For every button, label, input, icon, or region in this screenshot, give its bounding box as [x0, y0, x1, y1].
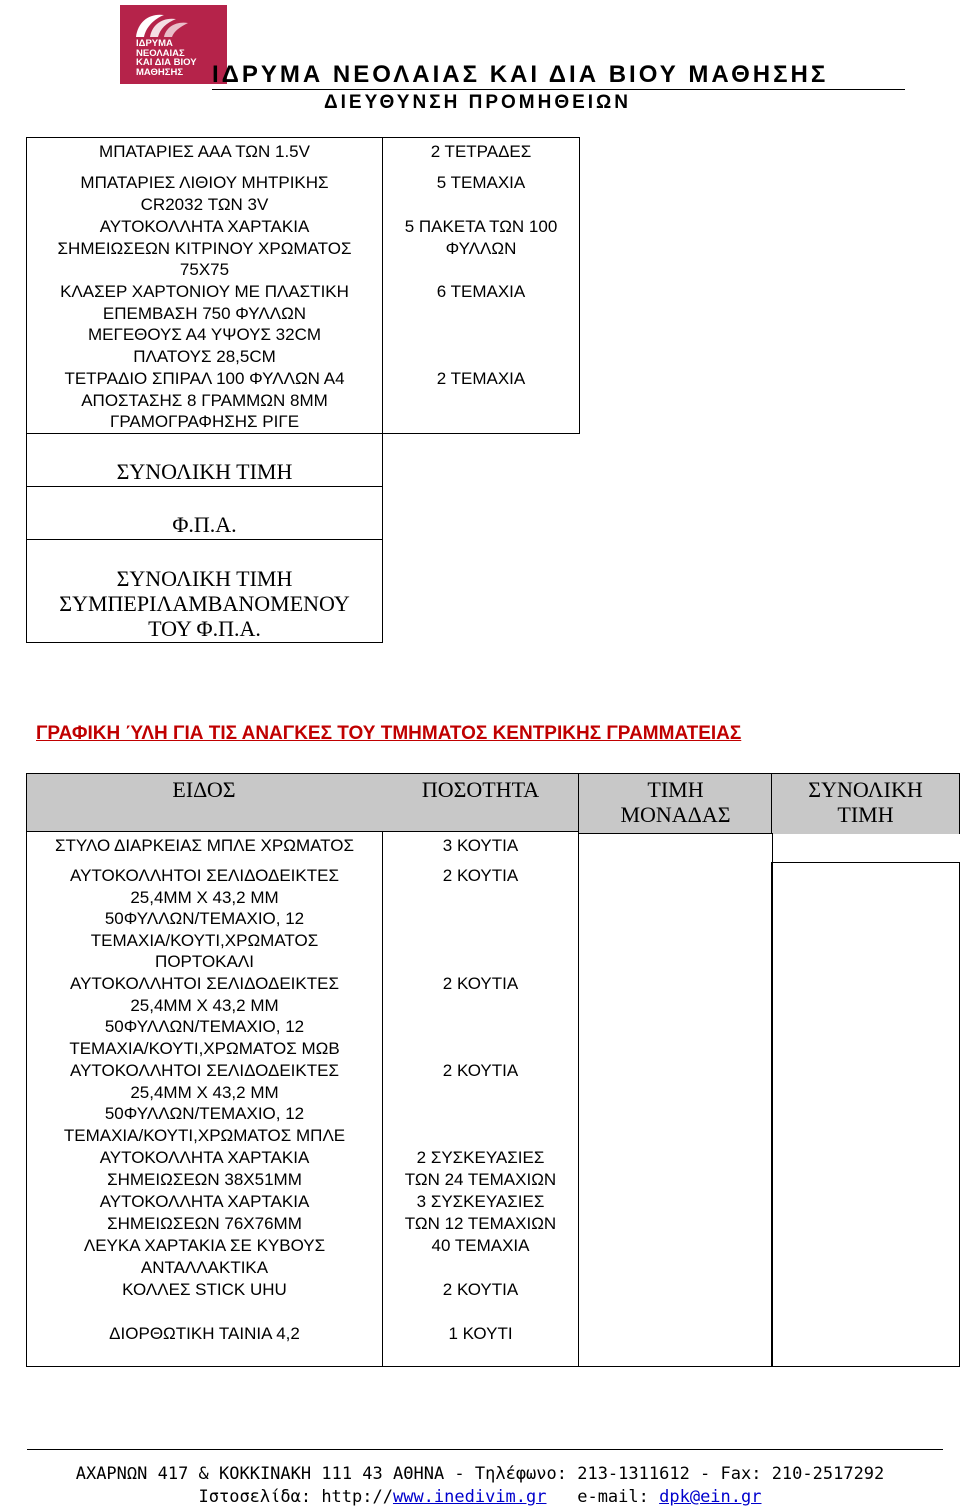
item-description — [26, 973, 383, 1059]
organization-title: ΙΔΡΥΜΑ ΝΕΟΛΑΙΑΣ ΚΑΙ ΔΙΑ ΒΙΟΥ ΜΑΘΗΣΗΣ — [212, 61, 829, 88]
item-description — [26, 172, 383, 215]
logo-text-line: ΙΔΡΥΜΑ — [136, 38, 173, 49]
header-total-price — [771, 777, 960, 827]
header-unit-price-line: ΜΟΝΑΔΑΣ — [620, 802, 731, 827]
item-description-line: ΣΤΥΛΟ ΔΙΑΡΚΕΙΑΣ ΜΠΛΕ ΧΡΩΜΑΤΟΣ — [55, 836, 354, 855]
header-quantity: ΠΟΣΟΤΗΤΑ — [421, 777, 540, 802]
item-quantity — [382, 1191, 579, 1234]
table2-total-column — [771, 862, 960, 1367]
item-description-line: 25,4ΜΜ Χ 43,2 ΜΜ — [130, 887, 279, 907]
header-total-price-line: ΤΙΜΗ — [837, 802, 894, 827]
item-quantity-line: 6 ΤΕΜΑΧΙΑ — [436, 282, 526, 301]
item-description-line: ΑΥΤΟΚΟΛΛΗΤΟΙ ΣΕΛΙΔΟΔΕΙΚΤΕΣ — [70, 866, 339, 885]
item-description-line: ΑΥΤΟΚΟΛΛΗΤΟΙ ΣΕΛΙΔΟΔΕΙΚΤΕΣ — [70, 974, 339, 993]
total-with-vat-label — [26, 566, 383, 641]
vat-label: Φ.Π.Α. — [172, 512, 237, 537]
header-divider — [212, 89, 905, 90]
department-title: ΔΙΕΥΘΥΝΣΗ ΠΡΟΜΗΘΕΙΩΝ — [324, 92, 632, 113]
item-description-line: CR2032 ΤΩΝ 3V — [140, 194, 269, 214]
item-description-line: ΜΠΑΤΑΡΙΕΣ ΑΑΑ ΤΩΝ 1.5V — [99, 142, 310, 161]
item-description-line: ΑΥΤΟΚΟΛΛΗΤΑ ΧΑΡΤΑΚΙΑ — [99, 217, 310, 236]
footer-contact — [0, 1487, 960, 1507]
item-description-line: ΤΕΜΑΧΙΑ/ΚΟΥΤΙ,ΧΡΩΜΑΤΟΣ — [90, 930, 319, 950]
item-description — [26, 865, 383, 973]
header-item: ΕΙΔΟΣ — [172, 777, 236, 802]
item-quantity — [382, 865, 579, 887]
item-description — [26, 1235, 383, 1278]
item-description-line: ΑΥΤΟΚΟΛΛΗΤΑ ΧΑΡΤΑΚΙΑ — [99, 1148, 310, 1167]
logo-text-line: ΜΑΘΗΣΗΣ — [136, 66, 184, 78]
item-quantity — [382, 281, 580, 303]
item-quantity-line: 3 ΣΥΣΚΕΥΑΣΙΕΣ — [416, 1192, 545, 1211]
item-description-line: ΑΥΤΟΚΟΛΛΗΤΟΙ ΣΕΛΙΔΟΔΕΙΚΤΕΣ — [70, 1061, 339, 1080]
section-title: ΓΡΑΦΙΚΗ ΎΛΗ ΓΙΑ ΤΙΣ ΑΝΑΓΚΕΣ ΤΟΥ ΤΜΗΜΑΤΟΣ ΚΕΝΤΡΙΚΗΣ ΓΡΑΜΜΑΤΕΙΑΣ — [36, 723, 742, 744]
item-quantity-line: 1 ΚΟΥΤΙ — [448, 1324, 513, 1343]
item-quantity-line: 2 ΤΕΤΡΑΔΕΣ — [430, 142, 532, 161]
item-description-line: ΓΡΑΜΟΓΡΑΦΗΣΗΣ ΡΙΓΕ — [109, 412, 300, 432]
total-with-vat-line: ΣΥΜΠΕΡΙΛΑΜΒΑΝΟΜΕΝΟΥ — [59, 591, 350, 616]
item-description-line: 25,4ΜΜ Χ 43,2 ΜΜ — [130, 995, 279, 1015]
item-quantity-line: ΤΩΝ 24 ΤΕΜΑΧΙΩΝ — [404, 1169, 557, 1189]
item-description-line: ΑΥΤΟΚΟΛΛΗΤΑ ΧΑΡΤΑΚΙΑ — [99, 1192, 310, 1211]
item-quantity-line: 3 ΚΟΥΤΙΑ — [442, 836, 519, 855]
footer-divider — [27, 1449, 943, 1450]
item-description-line: ΕΠΕΜΒΑΣΗ 750 ΦΥΛΛΩΝ — [102, 303, 307, 323]
item-description-line: 50ΦΥΛΛΩΝ/ΤΕΜΑΧΙΟ, 12 — [104, 1017, 305, 1037]
item-quantity-line: 5 ΠΑΚΕΤΑ ΤΩΝ 100 — [404, 217, 558, 236]
logo-text-line: ΚΑΙ ΔΙΑ ΒΙΟΥ — [136, 57, 197, 68]
item-quantity-line: ΤΩΝ 12 ΤΕΜΑΧΙΩΝ — [404, 1213, 557, 1233]
item-quantity-line: 2 ΣΥΣΚΕΥΑΣΙΕΣ — [416, 1148, 545, 1167]
total-price-label: ΣΥΝΟΛΙΚΗ ΤΙΜΗ — [116, 459, 293, 484]
item-description-line: ΚΛΑΣΕΡ ΧΑΡΤΟΝΙΟΥ ΜΕ ΠΛΑΣΤΙΚΗ — [60, 282, 349, 301]
logo-text-line: ΝΕΟΛΑΙΑΣ — [136, 47, 185, 59]
item-quantity — [382, 141, 580, 163]
item-description — [26, 281, 383, 367]
item-description-line: ΔΙΟΡΘΩΤΙΚΗ ΤΑΙΝΙΑ 4,2 — [109, 1324, 300, 1343]
table2-unit-price-column — [578, 833, 773, 1367]
item-description-line: ΜΕΓΕΘΟΥΣ Α4 ΥΨΟΥΣ 32CM — [87, 325, 322, 345]
item-quantity-line: 2 ΚΟΥΤΙΑ — [442, 1280, 519, 1299]
item-quantity — [382, 1279, 579, 1301]
item-description — [26, 368, 383, 433]
item-description-line: ΚΟΛΛΕΣ STICK UHU — [122, 1280, 287, 1299]
item-description-line: ΤΕΤΡΑΔΙΟ ΣΠΙΡΑΛ 100 ΦΥΛΛΩΝ Α4 — [64, 369, 345, 388]
item-quantity-line: 2 ΚΟΥΤΙΑ — [442, 974, 519, 993]
item-quantity-line: ΦΥΛΛΩΝ — [445, 238, 517, 258]
item-description-line: ΤΕΜΑΧΙΑ/ΚΟΥΤΙ,ΧΡΩΜΑΤΟΣ ΜΠΛΕ — [63, 1125, 346, 1145]
organization-logo — [120, 5, 227, 84]
header-total-price-line: ΣΥΝΟΛΙΚΗ — [808, 777, 923, 802]
item-description — [26, 1191, 383, 1234]
item-description-line: ΜΠΑΤΑΡΙΕΣ ΛΙΘΙΟΥ ΜΗΤΡΙΚΗΣ — [80, 173, 329, 192]
header-unit-price — [578, 777, 773, 827]
item-description-line: ΠΟΡΤΟΚΑΛΙ — [155, 952, 254, 972]
item-description-line: 50ΦΥΛΛΩΝ/ΤΕΜΑΧΙΟ, 12 — [104, 909, 305, 929]
item-description — [26, 141, 383, 163]
item-description-line: 75Χ75 — [179, 260, 230, 280]
logo-mark-icon — [132, 11, 192, 39]
website-link[interactable]: www.inedivim.gr — [392, 1487, 547, 1507]
item-description — [26, 1147, 383, 1190]
item-description-line: 50ΦΥΛΛΩΝ/ΤΕΜΑΧΙΟ, 12 — [104, 1104, 305, 1124]
item-quantity — [382, 368, 580, 390]
item-description — [26, 1060, 383, 1146]
item-quantity-line: 2 ΚΟΥΤΙΑ — [442, 1061, 519, 1080]
total-with-vat-line: ΣΥΝΟΛΙΚΗ ΤΙΜΗ — [116, 566, 293, 591]
item-quantity — [382, 973, 579, 995]
item-description — [26, 835, 383, 857]
email-link[interactable]: dpk@ein.gr — [659, 1487, 762, 1507]
item-description — [26, 1323, 383, 1345]
item-quantity-line: 2 ΤΕΜΑΧΙΑ — [436, 369, 526, 388]
item-quantity — [382, 1323, 579, 1345]
item-description-line: ΣΗΜΕΙΩΣΕΩΝ ΚΙΤΡΙΝΟΥ ΧΡΩΜΑΤΟΣ — [57, 238, 352, 258]
item-quantity — [382, 216, 580, 259]
footer-address: ΑΧΑΡΝΩΝ 417 & ΚΟΚΚΙΝΑΚΗ 111 43 ΑΘΗΝΑ - Τηλέφωνο: 213-1311612 - Fax: 210-2517292 — [75, 1464, 885, 1484]
item-quantity — [382, 1147, 579, 1190]
item-description — [26, 1279, 383, 1301]
item-description-line: ΠΛΑΤΟΥΣ 28,5CM — [133, 346, 276, 366]
total-with-vat-line: ΤΟΥ Φ.Π.Α. — [148, 616, 261, 641]
item-description-line: ΣΗΜΕΙΩΣΕΩΝ 38Χ51ΜΜ — [107, 1169, 302, 1189]
header-unit-price-line: ΤΙΜΗ — [647, 777, 704, 802]
item-quantity-line: 2 ΚΟΥΤΙΑ — [442, 866, 519, 885]
website-label: Ιστοσελίδα: http:// — [198, 1487, 393, 1507]
item-quantity-line: 5 ΤΕΜΑΧΙΑ — [436, 173, 526, 192]
item-description-line: 25,4ΜΜ Χ 43,2 ΜΜ — [130, 1082, 279, 1102]
item-quantity — [382, 835, 579, 857]
item-description — [26, 216, 383, 281]
item-quantity — [382, 1060, 579, 1082]
item-quantity-line: 40 ΤΕΜΑΧΙΑ — [431, 1236, 530, 1255]
item-description-line: ΛΕΥΚΑ ΧΑΡΤΑΚΙΑ ΣΕ ΚΥΒΟΥΣ — [83, 1236, 326, 1255]
email-label: e-mail: — [577, 1487, 649, 1507]
item-description-line: ΑΝΤΑΛΛΑΚΤΙΚΑ — [140, 1257, 269, 1277]
item-description-line: ΤΕΜΑΧΙΑ/ΚΟΥΤΙ,ΧΡΩΜΑΤΟΣ ΜΩΒ — [69, 1038, 340, 1058]
item-description-line: ΣΗΜΕΙΩΣΕΩΝ 76Χ76ΜΜ — [107, 1213, 302, 1233]
item-description-line: ΑΠΟΣΤΑΣΗΣ 8 ΓΡΑΜΜΩΝ 8ΜΜ — [81, 390, 328, 410]
item-quantity — [382, 1235, 579, 1257]
item-quantity — [382, 172, 580, 194]
